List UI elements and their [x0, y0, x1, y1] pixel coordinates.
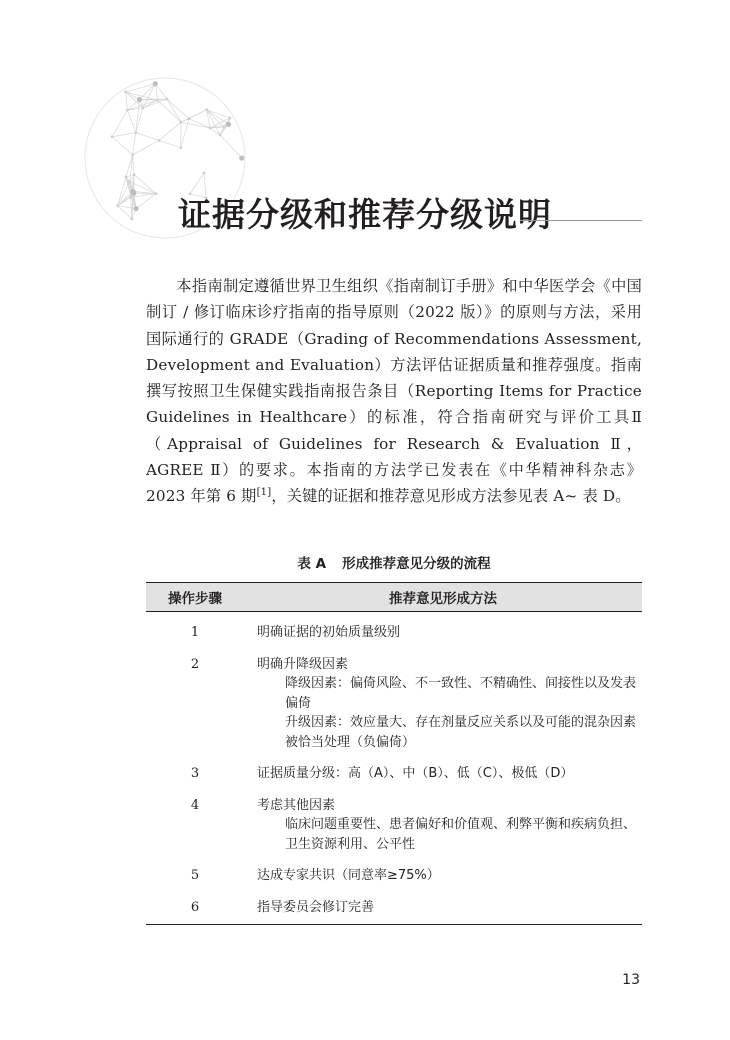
step-number: 5 [190, 868, 200, 883]
step-method [244, 612, 642, 650]
table-row [146, 650, 642, 760]
intro-text: 本指南制定遵循世界卫生组织《指南制订手册》和中华医学会《中国制订 / 修订临床诊疗指南的指导原则（2022 版）》的原则与方法，采用国际通行的 GRADE（Grading of Recommendations Assessment, Development and Evaluation）方法评估证据质量和推荐强度。指南撰写按照卫生保健实践指南报告条目（Reporting Items for Practice Guidelines in Healthcare）的标准，符合指南研究与评价工具Ⅱ（Appraisal of Guidelines for Research & Evaluation Ⅱ，AGREE Ⅱ）的要求。本指南的方法学已发表在《中华精神科杂志》2023 年第 6 期 [146, 277, 642, 506]
table-row [146, 861, 642, 893]
step-number: 6 [190, 899, 200, 915]
table-header-row [146, 583, 642, 612]
step-method [244, 650, 642, 760]
method-sub-item: 升级因素：效应量大、存在剂量反应关系以及可能的混杂因素被恰当处理（负偏倚） [285, 715, 637, 750]
table-row [146, 612, 642, 650]
method-main-text: 明确证据的初始质量级别 [257, 625, 401, 640]
page-title: 证据分级和推荐分级说明 [178, 195, 552, 234]
table-row [146, 893, 642, 925]
citation-ref: [1] [256, 487, 272, 499]
intro-paragraph [146, 273, 642, 510]
step-number: 2 [190, 656, 200, 672]
table-caption-title: 形成推荐意见分级的流程 [342, 556, 491, 572]
table-caption [146, 552, 642, 572]
intro-text-end: ，关键的证据和推荐意见形成方法参见表 A~ 表 D。 [271, 487, 631, 506]
method-sub-item: 临床问题重要性、患者偏好和价值观、利弊平衡和疾病负担、卫生资源利用、公平性 [285, 817, 637, 852]
step-method [244, 791, 642, 862]
page-number: 13 [622, 972, 640, 988]
method-main-text: 证据质量分级：高（A）、中（B）、低（C）、极低（D） [257, 766, 574, 781]
step-number: 3 [190, 766, 200, 781]
header-step: 操作步骤 [146, 583, 244, 612]
step-number: 4 [190, 797, 200, 813]
header-method: 推荐意见形成方法 [244, 583, 642, 612]
table-row [146, 791, 642, 862]
table-body [146, 612, 642, 925]
method-sub-item: 降级因素：偏倚风险、不一致性、不精确性、间接性以及发表偏倚 [285, 676, 637, 711]
step-method [244, 861, 642, 893]
table-caption-label: 表 A [297, 556, 327, 572]
step-method [244, 893, 642, 925]
step-method [244, 759, 642, 791]
recommendation-process-table [146, 582, 642, 925]
method-main-text: 考虑其他因素 [257, 797, 336, 813]
method-main-text: 明确升降级因素 [257, 656, 349, 672]
step-number: 1 [190, 625, 200, 640]
title-rule [520, 220, 642, 221]
title-area [178, 192, 648, 238]
method-main-text: 达成专家共识（同意率≥75%） [257, 868, 440, 883]
table-row [146, 759, 642, 791]
method-main-text: 指导委员会修订完善 [257, 899, 375, 915]
